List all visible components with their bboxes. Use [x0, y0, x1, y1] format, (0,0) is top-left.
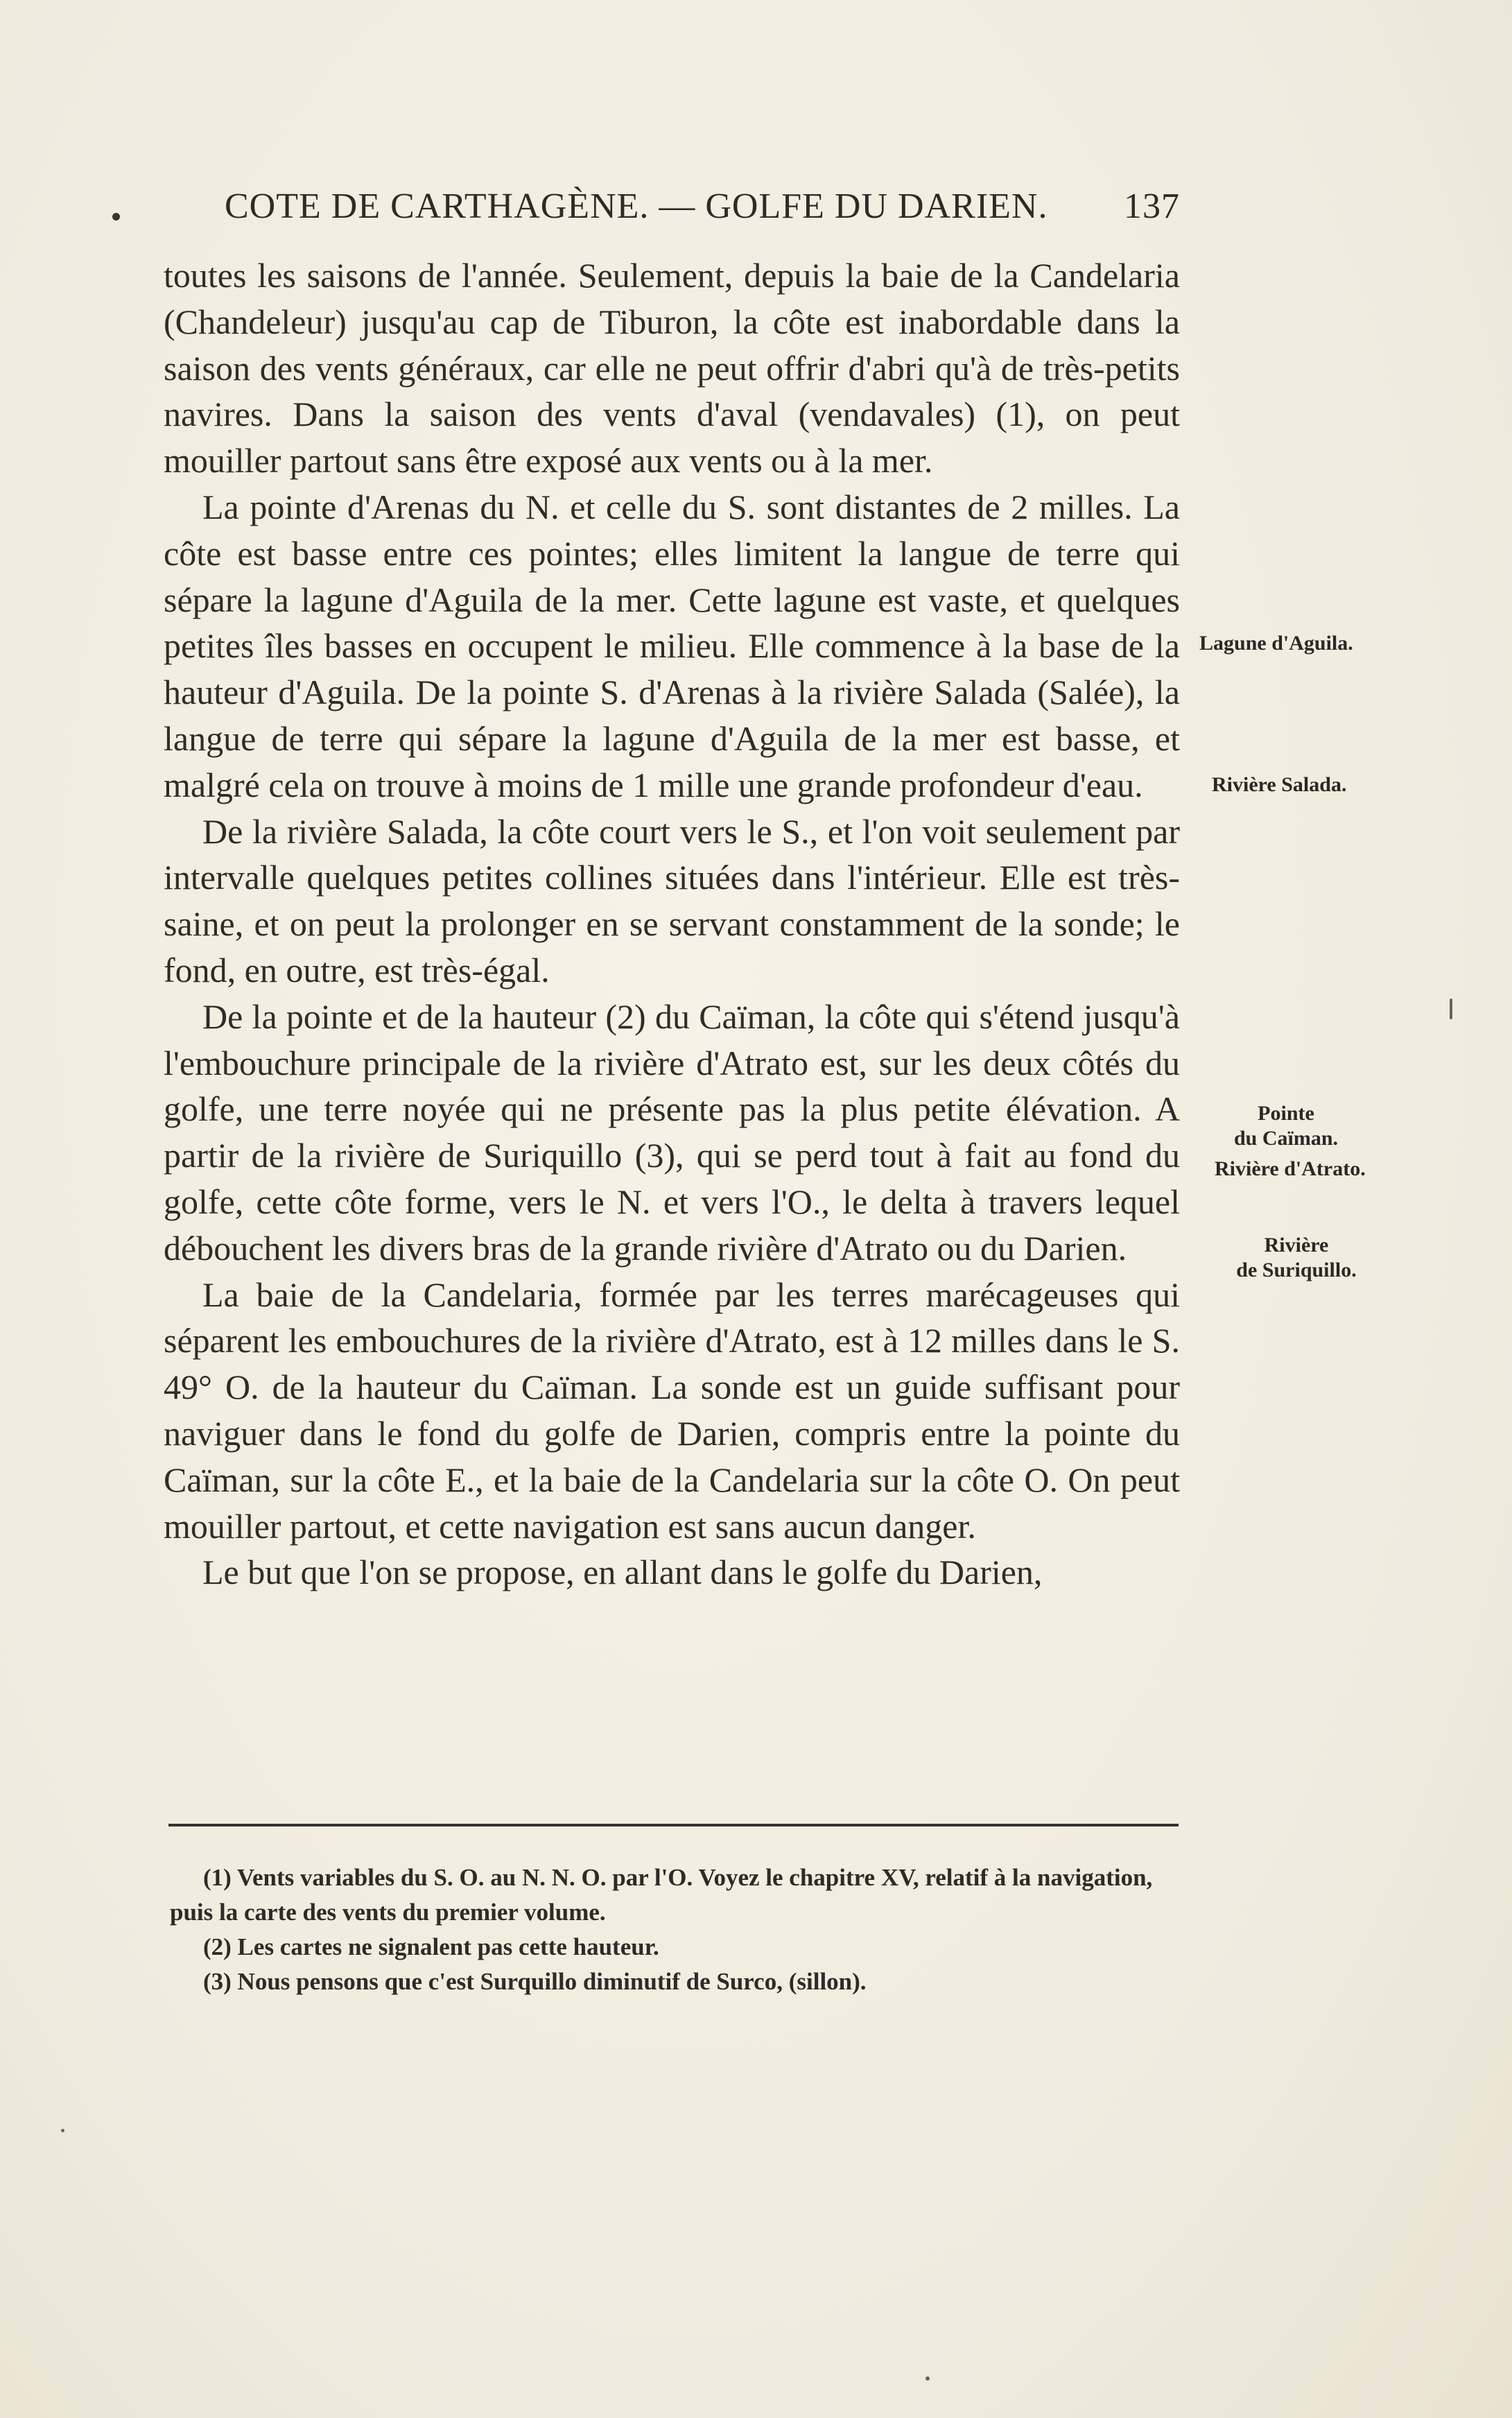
main-text: [164, 252, 1180, 1596]
footnote: (3) Nous pensons que c'est Surquillo diminutif de Surco, (sillon).: [203, 1968, 867, 1995]
margin-note-pointe-line1: Pointe: [1258, 1102, 1314, 1125]
paper-speck: [926, 2376, 930, 2381]
paragraph: Le but que l'on se propose, en allant dans le golfe du Darien,: [202, 1553, 1043, 1592]
footnote: (2) Les cartes ne signalent pas cette hauteur.: [203, 1933, 659, 1960]
running-title: COTE DE CARTHAGÈNE. — GOLFE DU DARIEN.: [225, 187, 1048, 226]
margin-note-suriquillo-line2: de Suriquillo.: [1236, 1259, 1357, 1281]
margin-note-atrato: Rivière d'Atrato.: [1215, 1157, 1366, 1180]
paragraph: La pointe d'Arenas du N. et celle du S. sont distantes de 2 milles. La côte est basse entre ces pointes; elles limitent la langue de terre qui sépare la lagune d'Aguila de la mer. Cette lagune est vaste, et quelques petites îles basses en occupent le milieu. Elle commence à la base de la hauteur d'Aguila. De la pointe S. d'Arenas à la rivière Salada (Salée), la langue de terre qui sépare la lagune d'Aguila de la mer est basse, et malgré cela on trouve à moins de 1 mille une grande profondeur d'eau.: [164, 487, 1180, 804]
margin-note-salada: Rivière Salada.: [1212, 773, 1347, 796]
page-number: 137: [1124, 187, 1180, 226]
paragraph: La baie de la Candelaria, formée par les terres marécageuses qui séparent les embouchures de la rivière d'Atrato, est à 12 milles dans le S. 49° O. de la hauteur du Caïman. La sonde est un guide suffisant pour naviguer dans le fond du golfe de Darien, compris entre la pointe du Caïman, sur la côte E., et la baie de la Candelaria sur la côte O. On peut mouiller partout, et cette navigation est sans aucun danger.: [164, 1275, 1180, 1546]
paragraph: De la pointe et de la hauteur (2) du Caïman, la côte qui s'étend jusqu'à l'embouchure principale de la rivière d'Atrato est, sur les deux côtés du golfe, une terre noyée qui ne présente pas la plus petite élévation. A partir de la rivière de Suriquillo (3), qui se perd tout à fait au fond du golfe, cette côte forme, vers le N. et vers l'O., le delta à travers lequel débouchent les divers bras de la grande rivière d'Atrato ou du Darien.: [164, 996, 1180, 1268]
margin-note-pointe: [1234, 1101, 1338, 1151]
paragraph: De la rivière Salada, la côte court vers le S., et l'on voit seulement par intervalle quelques petites collines situées dans l'intérieur. Elle est très-saine, et on peut la prolonger en se servant constamment de la sonde; le fond, en outre, est très-égal.: [164, 811, 1180, 990]
margin-note-pointe-line2: du Caïman.: [1234, 1127, 1339, 1150]
page-mark: [112, 213, 120, 221]
running-header: [164, 186, 1180, 230]
margin-note-lagune: Lagune d'Aguila.: [1199, 632, 1353, 655]
paragraph: toutes les saisons de l'année. Seulement, depuis la baie de la Candelaria (Chandeleur) jusqu'au cap de Tiburon, la côte est inabordable dans la saison des vents généraux, car elle ne peut offrir d'abri qu'à de très-petits navires. Dans la saison des vents d'aval (vendavales) (1), on peut mouiller partout sans être exposé aux vents ou à la mer.: [164, 256, 1180, 481]
footnote: (1) Vents variables du S. O. au N. N. O. par l'O. Voyez le chapitre XV, relatif à la navigation, puis la carte des vents du premier volume.: [170, 1864, 1153, 1926]
footnote-divider: [168, 1824, 1179, 1827]
margin-note-suriquillo: [1227, 1233, 1366, 1283]
paper-speck: [1450, 999, 1452, 1019]
margin-note-suriquillo-line1: Rivière: [1264, 1234, 1329, 1257]
footnotes: [170, 1860, 1179, 1999]
paper-speck: [61, 2129, 64, 2132]
